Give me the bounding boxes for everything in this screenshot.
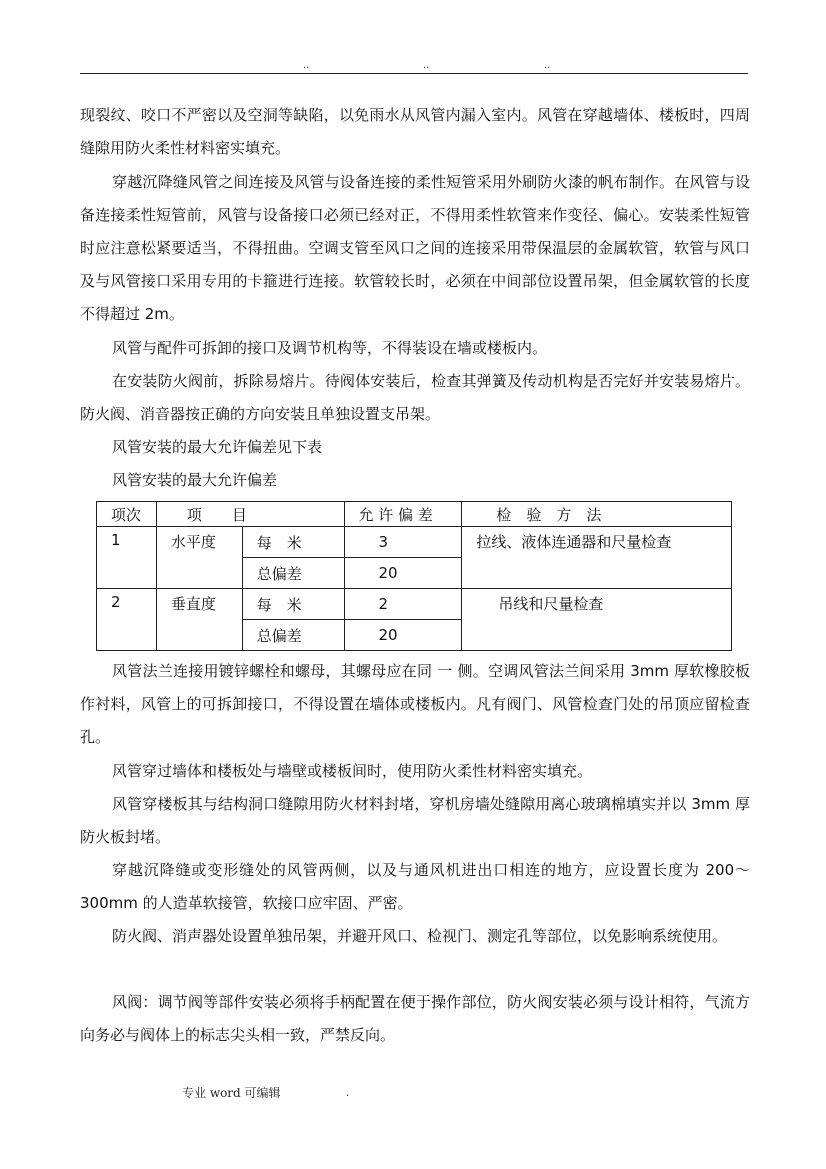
- cell-method: 拉线、液体连通器和尺量检查: [462, 527, 732, 589]
- cell-value: 2: [344, 589, 462, 620]
- cell-method: 吊线和尺量检查: [462, 589, 732, 651]
- cell-value: 20: [344, 620, 462, 651]
- header-cell: 项 目: [156, 502, 344, 527]
- cell-sub: 每 米: [242, 527, 344, 558]
- paragraph: 穿越沉降缝或变形缝处的风管两侧，以及与通风机进出口相连的地方，应设置长度为 200～300mm 的人造革软接管，软接口应牢固、严密。: [80, 861, 750, 912]
- cell-sub: 总偏差: [242, 558, 344, 589]
- cell-value: 3: [344, 527, 462, 558]
- paragraph: 风管穿楼板其与结构洞口缝隙用防火材料封堵，穿机房墙处缝隙用离心玻璃棉填实并以 3mm 厚防火板封堵。: [80, 795, 750, 846]
- footer-dot: .: [346, 1088, 350, 1099]
- header-dot: ..: [544, 60, 551, 71]
- cell-no: 2: [97, 589, 157, 651]
- table-row: [97, 527, 732, 558]
- footer-text: 专业 word 可编辑: [182, 1086, 281, 1100]
- header-dot: ..: [423, 60, 430, 71]
- paragraph: 在安装防火阀前，拆除易熔片。待阀体安装后，检查其弹簧及传动机构是否完好并安装易熔片。防火阀、消音器按正确的方向安装且单独设置支吊架。: [80, 372, 750, 423]
- cell-item: 水平度: [156, 527, 242, 589]
- paragraph: 现裂纹、咬口不严密以及空洞等缺陷，以免雨水从风管内漏入室内。风管在穿越墙体、楼板时，四周缝隙用防火柔性材料密实填充。: [80, 106, 750, 157]
- cell-item: 垂直度: [156, 589, 242, 651]
- header-cell: 项次: [97, 502, 157, 527]
- header-cell: 检 验 方 法: [462, 502, 732, 527]
- paragraph: 风管穿过墙体和楼板处与墙壁或楼板间时，使用防火柔性材料密实填充。: [112, 762, 593, 780]
- cell-value: 20: [344, 558, 462, 589]
- paragraph: 风管安装的最大允许偏差见下表: [112, 438, 323, 456]
- table-caption: 风管安装的最大允许偏差: [112, 471, 278, 489]
- paragraph: 风管与配件可拆卸的接口及调节机构等，不得装设在墙或楼板内。: [112, 339, 548, 357]
- cell-no: 1: [97, 527, 157, 589]
- paragraph: 防火阀、消声器处设置单独吊架，并避开风口、检视门、测定孔等部位，以免影响系统使用。: [112, 927, 728, 945]
- cell-sub: 每 米: [242, 589, 344, 620]
- deviation-table: [96, 501, 732, 651]
- cell-sub: 总偏差: [242, 620, 344, 651]
- table-header-row: [97, 502, 732, 527]
- paragraph: 风阀：调节阀等部件安装必须将手柄配置在便于操作部位，防火阀安装必须与设计相符，气流方向务必与阀体上的标志尖头相一致，严禁反向。: [80, 993, 750, 1044]
- header-cell: 允 许 偏 差: [344, 502, 462, 527]
- paragraph: 穿越沉降缝风管之间连接及风管与设备连接的柔性短管采用外刷防火漆的帆布制作。在风管与设备连接柔性短管前，风管与设备接口必须已经对正，不得用柔性软管来作变径、偏心。安装柔性短管时应注意松紧要适当，不得扭曲。空调支管至风口之间的连接采用带保温层的金属软管，软管与风口及与风管接口采用专用的卡箍进行连接。软管较长时，必须在中间部位设置吊架，但金属软管的长度不得超过 2m。: [80, 173, 750, 323]
- header-dot: ..: [303, 60, 310, 71]
- header-divider: [80, 73, 748, 74]
- table-row: [97, 589, 732, 620]
- paragraph: 风管法兰连接用镀锌螺栓和螺母，其螺母应在同 一 侧。空调风管法兰间采用 3mm 厚软橡胶板作衬料，风管上的可拆卸接口，不得设置在墙体或楼板内。凡有阀门、风管检查门处的吊顶应留检查孔。: [80, 662, 750, 746]
